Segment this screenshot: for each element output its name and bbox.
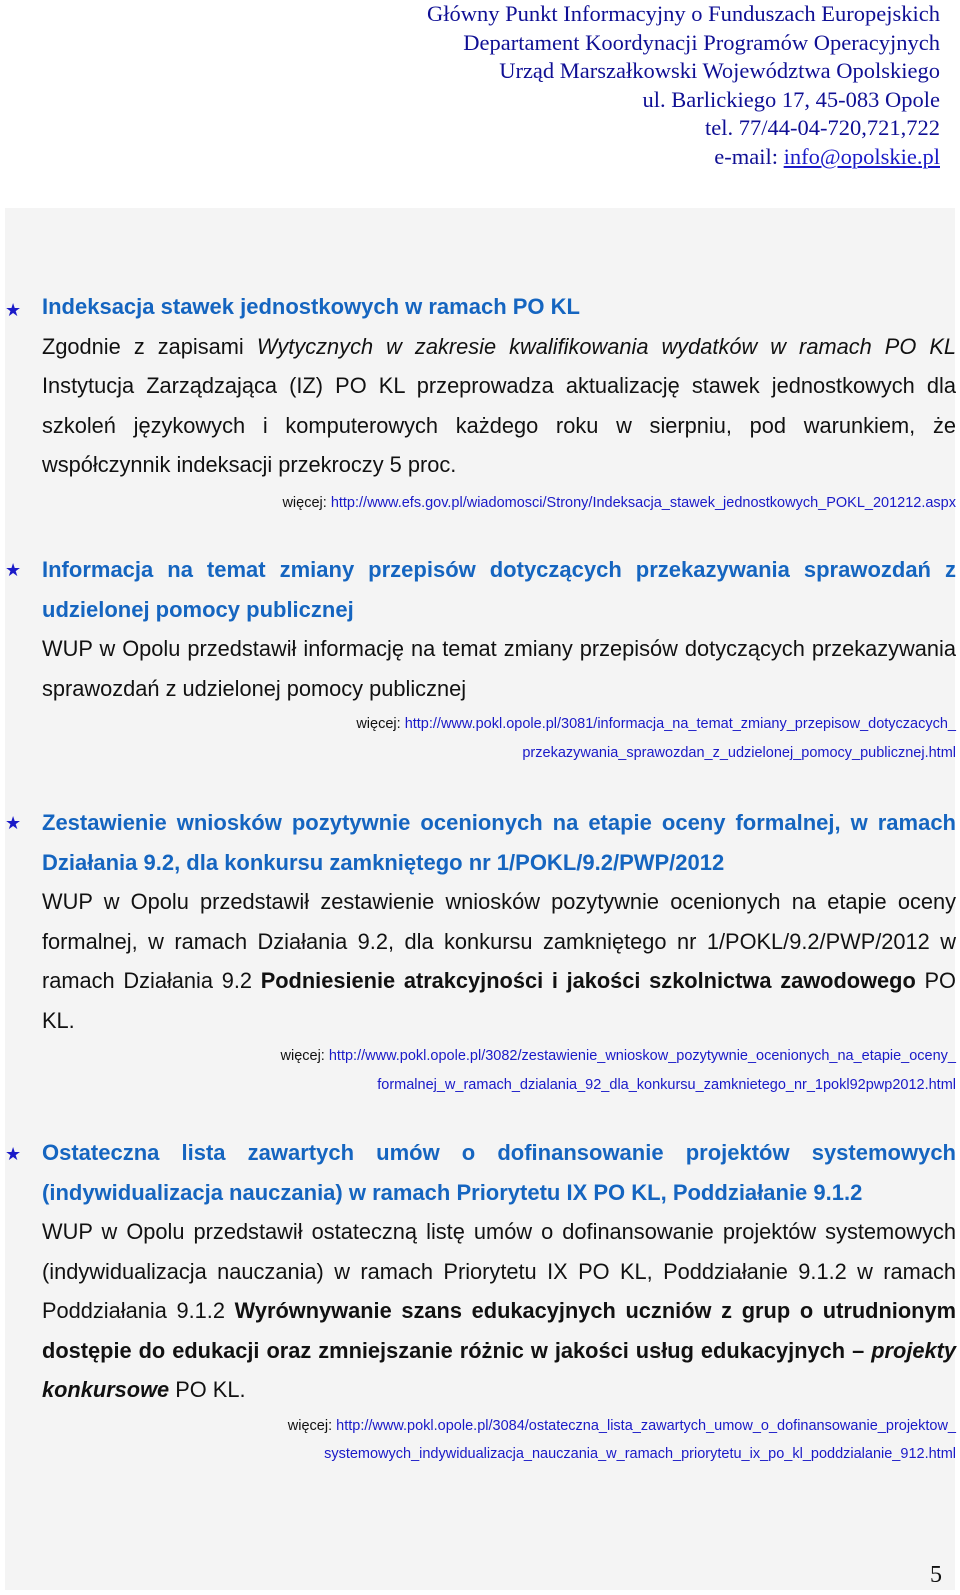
header-line-2: Departament Koordynacji Programów Operacyjnych <box>463 29 940 55</box>
news-title-1: Indeksacja stawek jednostkowych w ramach PO KL <box>42 294 580 319</box>
news-body-1 <box>42 327 956 485</box>
news-item-4 <box>42 1133 956 1469</box>
email-link[interactable]: info@opolskie.pl <box>783 143 940 169</box>
news-title-2: Informacja na temat zmiany przepisów dotyczących przekazywania sprawozdań z udzielonej pomocy publicznej <box>42 557 956 622</box>
page-number: 5 <box>930 1562 942 1588</box>
more-label: więcej: <box>356 716 401 732</box>
body-text: Zgodnie z zapisami <box>42 333 257 359</box>
news-item-3 <box>42 803 956 1099</box>
body-italic: Wytycznych w zakresie kwalifikowania wydatków w ramach PO KL <box>256 333 956 359</box>
star-bullet-icon: ★ <box>5 560 22 580</box>
star-bullet-icon: ★ <box>5 300 22 320</box>
news-body-2: WUP w Opolu przedstawił informację na temat zmiany przepisów dotyczących przekazywania sprawozdań z udzielonej pomocy publicznej <box>42 636 956 701</box>
news-body-3 <box>42 882 956 1040</box>
more-line-1 <box>42 489 956 518</box>
header-email-line <box>240 143 940 172</box>
more-line-2 <box>42 710 956 767</box>
news-title-3: Zestawienie wniosków pozytywnie ocenionych na etapie oceny formalnej, w ramach Działania 9.2, dla konkursu zamkniętego nr 1/POKL/9.2/PWP/2012 <box>42 810 956 875</box>
more-link-4b[interactable]: systemowych_indywidualizacja_nauczania_w_ramach_priorytetu_ix_po_kl_poddzialanie_912.html <box>324 1446 956 1462</box>
more-line-3 <box>42 1042 956 1099</box>
star-bullet-icon: ★ <box>5 1144 22 1164</box>
body-text: WUP w Opolu przedstawił zestawienie wniosków pozytywnie ocenionych na etapie oceny formalnej, w ramach Działania 9.2, dla konkursu zamkniętego nr 1/POKL/9.2/PWP/2012 w ramach Działania 9.2 <box>42 889 956 993</box>
header-line-1: Główny Punkt Informacyjny o Funduszach Europejskich <box>426 1 940 26</box>
body-text: PO KL. <box>42 968 956 1033</box>
more-link-4a[interactable]: http://www.pokl.opole.pl/3084/ostateczna_lista_zawartych_umow_o_dofinansowanie_projektow_ <box>336 1417 956 1434</box>
more-link-3b[interactable]: formalnej_w_ramach_dzialania_92_dla_konkursu_zamknietego_nr_1pokl92pwp2012.html <box>377 1076 956 1093</box>
header-line-4: ul. Barlickiego 17, 45-083 Opole <box>642 86 940 112</box>
header-line-5: tel. 77/44-04-720,721,722 <box>705 115 940 141</box>
more-label: więcej: <box>287 1417 333 1434</box>
news-body-4 <box>42 1212 956 1410</box>
news-item-2 <box>42 550 956 767</box>
star-bullet-icon: ★ <box>5 813 22 833</box>
more-link-2a[interactable]: http://www.pokl.opole.pl/3081/informacja_na_temat_zmiany_przepisow_dotyczacych_ <box>404 716 956 732</box>
body-text: PO KL. <box>169 1377 246 1402</box>
body-text: Instytucja Zarządzająca (IZ) PO KL przeprowadza aktualizację stawek jednostkowych dla szkoleń językowych i komputerowych każdego roku w sierpniu, pod warunkiem, że współczynnik indeksacji przekroczy 5 proc. <box>42 373 956 477</box>
more-link-2b[interactable]: przekazywania_sprawozdan_z_udzielonej_pomocy_publicznej.html <box>522 744 956 761</box>
body-bold: Podniesienie atrakcyjności i jakości szkolnictwa zawodowego <box>260 968 916 993</box>
more-label: więcej: <box>280 1048 325 1064</box>
news-title-4: Ostateczna lista zawartych umów o dofinansowanie projektów systemowych (indywidualizacja nauczania) w ramach Priorytetu IX PO KL, Poddziałanie 9.1.2 <box>42 1140 956 1205</box>
body-text: WUP w Opolu przedstawił ostateczną listę umów o dofinansowanie projektów systemowych (indywidualizacja nauczania) w ramach Priorytetu IX PO KL, Poddziałanie 9.1.2 w ramach Poddziałania 9.1.2 <box>42 1219 956 1323</box>
header-line-3: Urząd Marszałkowski Województwa Opolskiego <box>499 58 940 84</box>
email-label: e-mail: <box>714 143 779 169</box>
news-item-1 <box>42 287 956 517</box>
contact-header <box>240 0 940 172</box>
body-bold: Wyrównywanie szans edukacyjnych uczniów z grup o utrudnionym dostępie do edukacji oraz zmniejszanie różnic w jakości usług edukacyjnych – <box>42 1298 956 1363</box>
more-label: więcej: <box>282 494 327 511</box>
more-line-4 <box>42 1412 956 1469</box>
more-link-3a[interactable]: http://www.pokl.opole.pl/3082/zestawienie_wnioskow_pozytywnie_ocenionych_na_etapie_oceny_ <box>328 1048 956 1064</box>
body-bold-italic: projekty konkursowe <box>42 1337 956 1402</box>
more-link-1[interactable]: http://www.efs.gov.pl/wiadomosci/Strony/Indeksacja_stawek_jednostkowych_POKL_201212.aspx <box>330 494 956 511</box>
